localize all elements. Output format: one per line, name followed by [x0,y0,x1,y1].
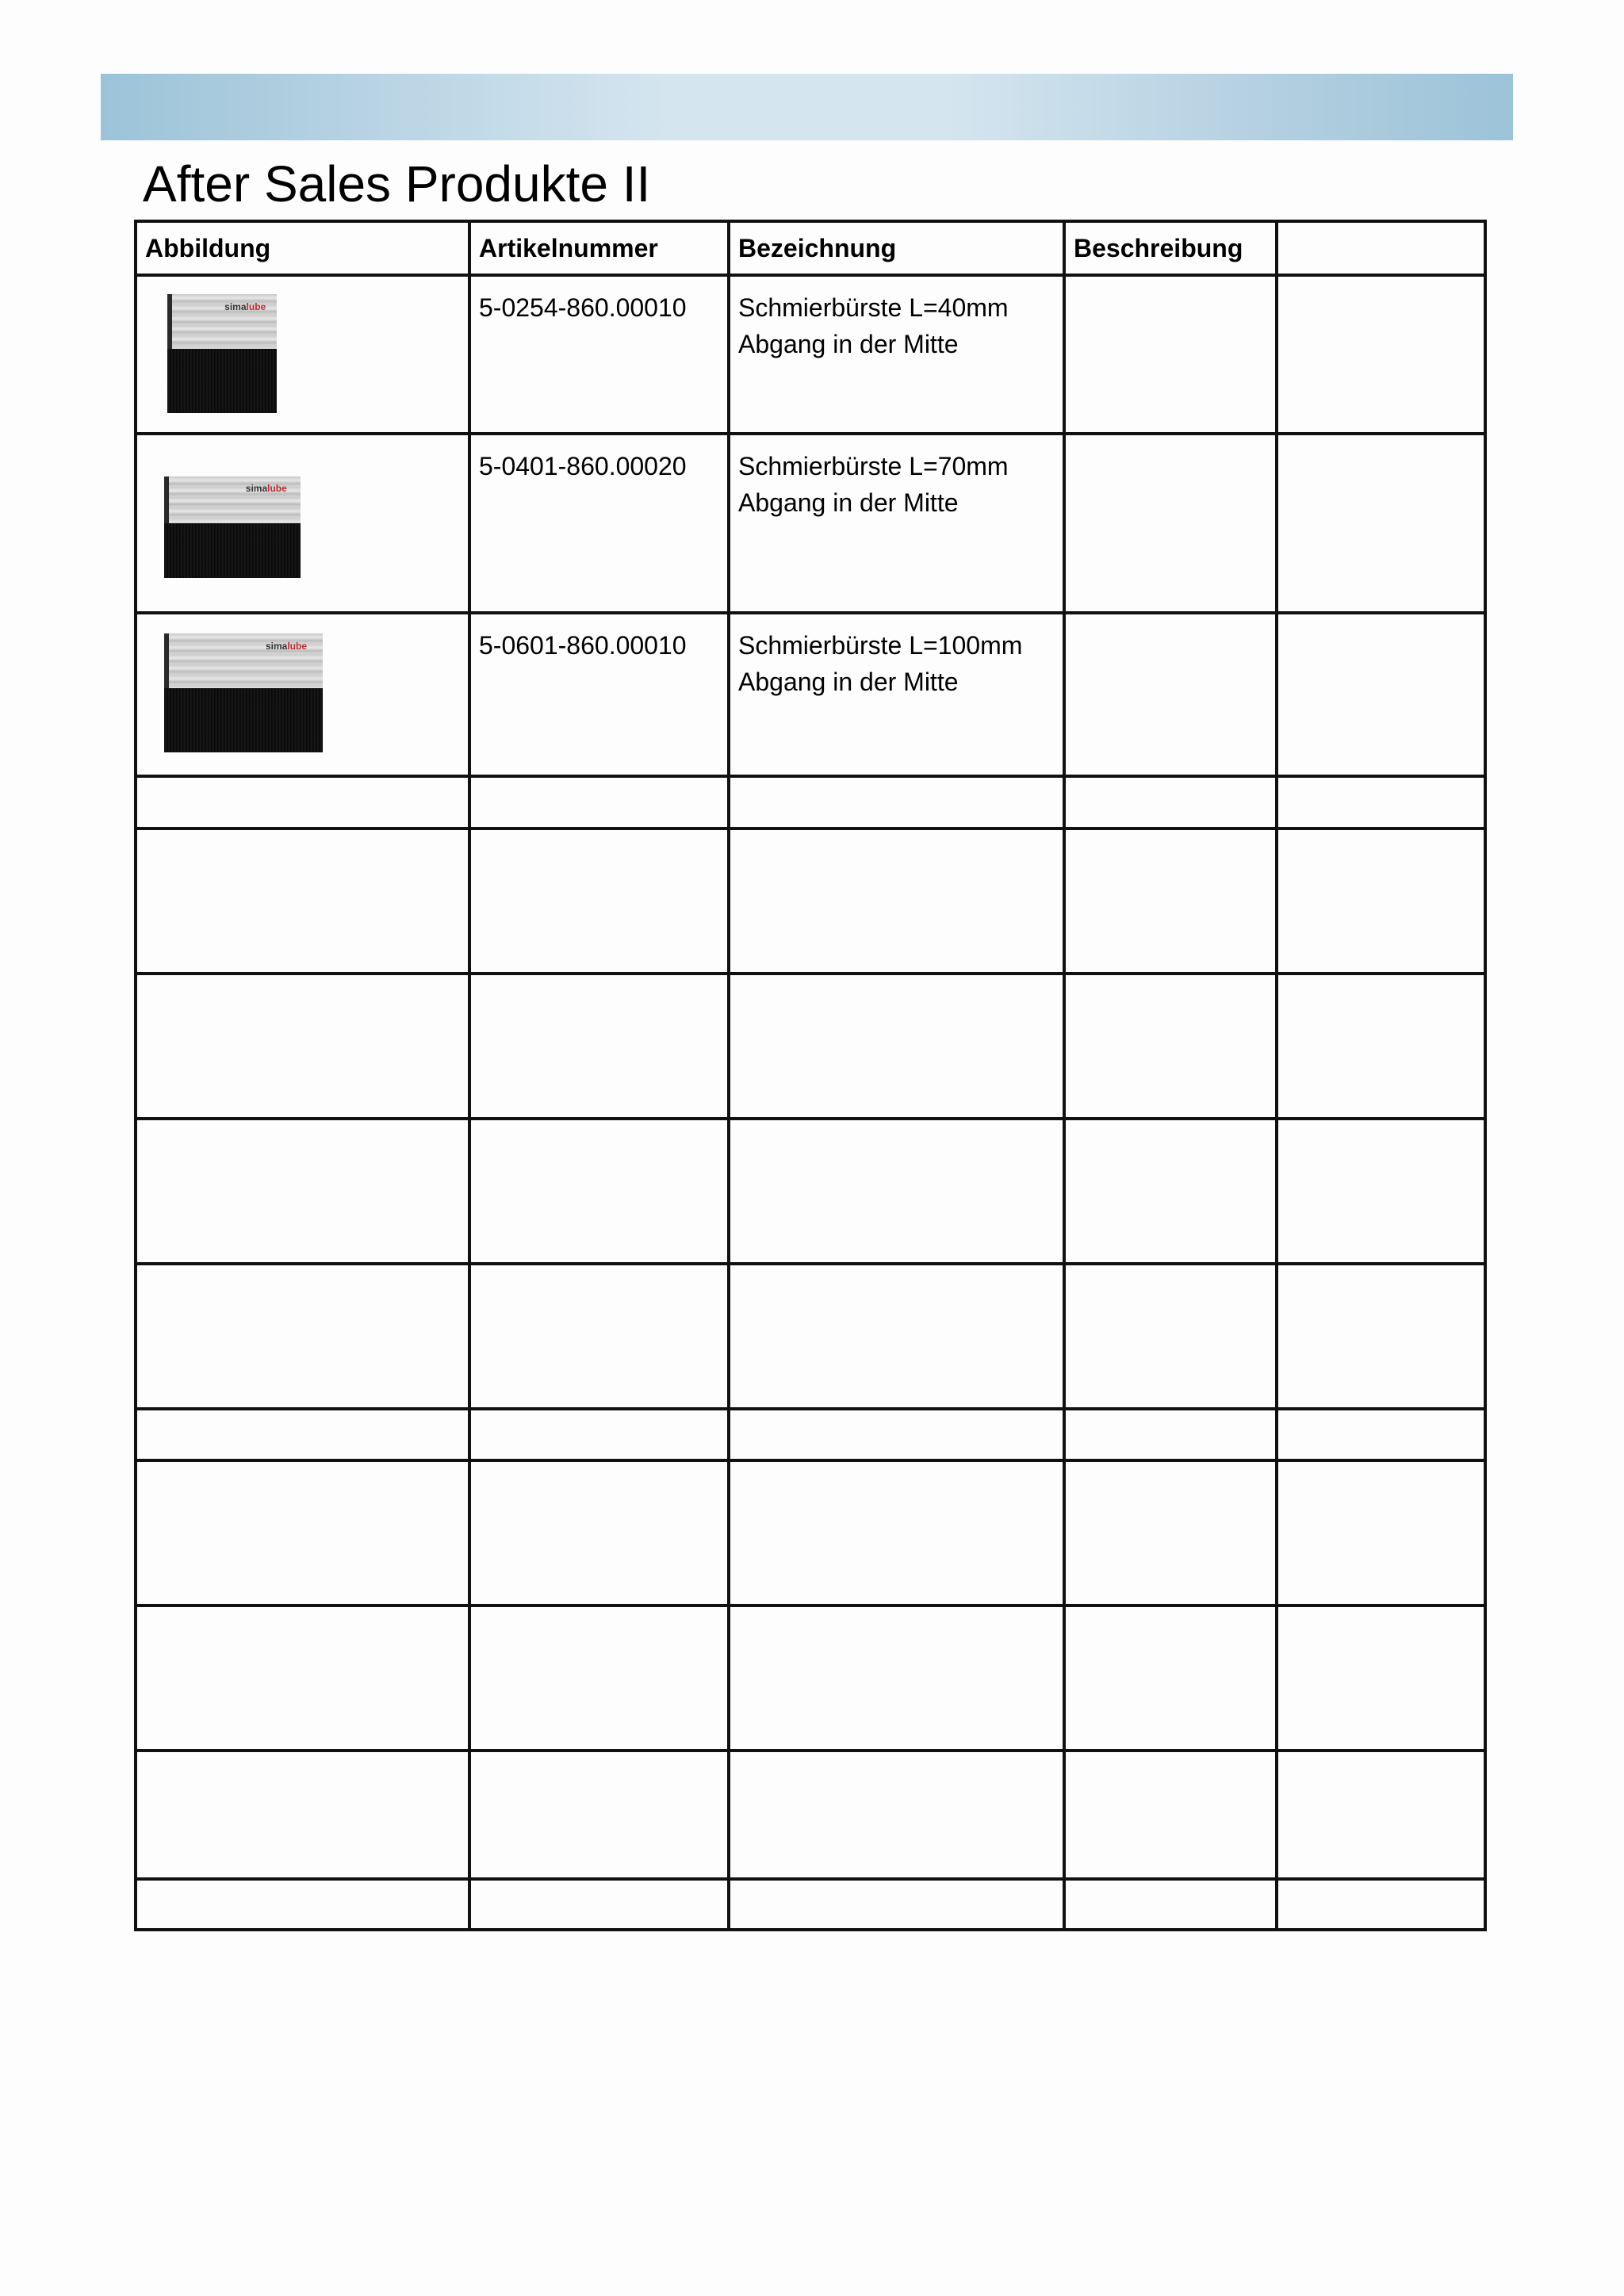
table-row-empty [136,776,1485,828]
brush-70mm-photo [164,476,301,578]
product-table [134,220,1487,1931]
bezeichnung-cell [729,275,1064,434]
artikelnummer-value: 5-0254-860.00010 [479,293,687,322]
table-row-empty [136,1879,1485,1930]
table-row-empty [136,1460,1485,1605]
brush-40mm-photo [167,294,277,413]
page-title: After Sales Produkte II [143,155,651,212]
table-row-empty [136,974,1485,1119]
bezeichnung-line1: Schmierbürste L=70mm [738,452,1009,480]
bezeichnung-line1: Schmierbürste L=40mm [738,293,1009,322]
table-row [136,613,1485,776]
artikelnummer-cell [469,275,729,434]
table-row [136,434,1485,613]
bezeichnung-cell [729,613,1064,776]
brand-label: simalube [245,482,287,494]
extra-cell [1277,434,1485,613]
extra-cell [1277,613,1485,776]
column-header-artikelnummer: Artikelnummer [469,221,729,275]
table-row-empty [136,1119,1485,1264]
artikelnummer-value: 5-0401-860.00020 [479,452,687,480]
column-header-bezeichnung: Bezeichnung [729,221,1064,275]
brand-label: simalube [265,641,307,652]
bezeichnung-line1: Schmierbürste L=100mm [738,631,1023,660]
table-row-empty [136,1409,1485,1460]
column-header-beschreibung: Beschreibung [1064,221,1277,275]
brand-label: simalube [224,301,266,312]
table-row-empty [136,1605,1485,1751]
column-header-abbildung: Abbildung [136,221,469,275]
table-row-empty [136,1751,1485,1879]
bezeichnung-line2: Abgang in der Mitte [738,668,959,696]
beschreibung-cell [1064,434,1277,613]
table-row-empty [136,828,1485,974]
brush-100mm-photo [164,633,323,752]
table-row [136,275,1485,434]
bezeichnung-line2: Abgang in der Mitte [738,330,959,358]
beschreibung-cell [1064,275,1277,434]
image-cell [136,613,469,776]
image-cell [136,275,469,434]
bezeichnung-line2: Abgang in der Mitte [738,488,959,517]
table-header-row [136,221,1485,275]
beschreibung-cell [1064,613,1277,776]
image-cell [136,434,469,613]
artikelnummer-cell [469,613,729,776]
artikelnummer-cell [469,434,729,613]
artikelnummer-value: 5-0601-860.00010 [479,631,687,660]
header-band [101,74,1513,140]
bezeichnung-cell [729,434,1064,613]
extra-cell [1277,275,1485,434]
column-header-empty [1277,221,1485,275]
table-row-empty [136,1264,1485,1409]
